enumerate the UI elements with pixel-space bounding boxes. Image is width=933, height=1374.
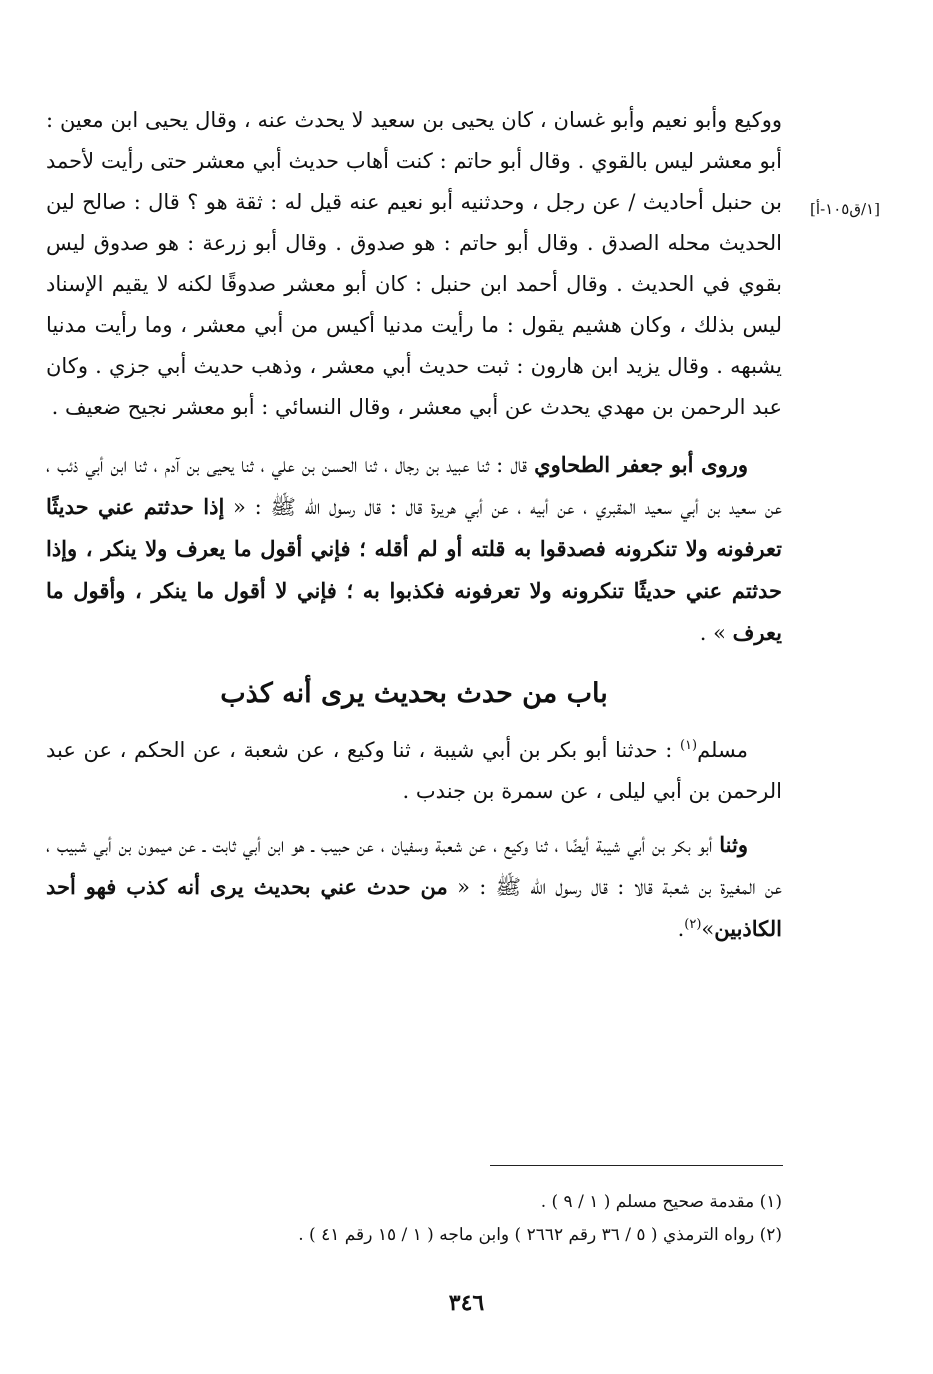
footnotes (100, 1186, 782, 1252)
paragraph-lead-bold: وثنا (719, 832, 748, 857)
page-number: ٣٤٦ (448, 1290, 485, 1316)
main-text (46, 100, 782, 950)
paragraph-lead: مسلم (697, 738, 748, 762)
paragraph-narrators: ووكيع وأبو نعيم وأبو غسان ، كان يحيى بن سعيد لا يحدث عنه ، وقال يحيى ابن معين : أبو معشر ليس بالقوي . وقال أبو حاتم : كنت أهاب حديث أبي معشر حتى رأيت لأحمد بن حنبل أحاديث / عن رجل ، وحدثنيه أبو نعيم عنه قيل له : ثقة هو ؟ قال : صالح لين الحديث محله الصدق . وقال أبو حاتم : هو صدوق . وقال أبو زرعة : هو صدوق ليس بقوي في الحديث . وقال أحمد ابن حنبل : كان أبو معشر صدوقًا لكنه لا يقيم الإسناد ليس بذلك ، وكان هشيم يقول : ما رأيت مدنيا أكيس من أبي معشر ، وما رأيت مدنيا يشبهه . وقال يزيد ابن هارون : ثبت حديث أبي معشر ، وذهب حديث أبي جزي . وكان عبد الرحمن بن مهدي يحدث عن أبي معشر ، وقال النسائي : أبو معشر نجيح ضعيف . (46, 108, 782, 419)
footnote-2: (٢) رواه الترمذي ( ٥ / ٣٦ رقم ٢٦٦٢ ) وابن ماجه ( ١ / ١٥ رقم ٤١ ) . (298, 1225, 782, 1245)
quote-close: » (701, 917, 715, 941)
quote-close: » . (699, 621, 733, 645)
footnote-1: (١) مقدمة صحيح مسلم ( ١ / ٩ ) . (540, 1192, 782, 1212)
manuscript-folio-note: [١/ق١٠٥-أ] (810, 200, 880, 218)
sentence-end: . (677, 917, 685, 941)
isnad-text: قال : ثنا عبيد بن رجال ، ثنا الحسن بن علي ، ثنا يحيى بن آدم ، ثنا ابن أبي ذئب ، عن سعيد بن أبي سعيد المقبري ، عن أبيه ، عن أبي هريرة قال : قال رسول الله ﷺ : « (46, 453, 782, 519)
footnote-separator (490, 1165, 783, 1166)
isnad-text: أبو بكر بن أبي شيبة أيضًا ، ثنا وكيع ، عن شعبة وسفيان ، عن حبيب ـ هو ابن أبي ثابت ـ عن ميمون بن أبي شبيب ، عن المغيرة بن شعبة قالا : قال رسول الله ﷺ : « (46, 833, 782, 899)
chapter-title: باب من حدث بحديث يرى أنه كذب (220, 678, 608, 709)
paragraph-lead-bold: وروى أبو جعفر الطحاوي (534, 452, 748, 477)
isnad-text: : حدثنا أبو بكر بن أبي شيبة ، ثنا وكيع ، عن شعبة ، عن الحكم ، عن عبد الرحمن بن أبي ليلى ، عن سمرة بن جندب . (46, 738, 782, 803)
footnote-marker-1[interactable]: (١) (679, 738, 698, 753)
paragraph-second-isnad (46, 824, 782, 950)
footnote-marker-2[interactable]: (٢) (684, 917, 702, 932)
hadith-text: من حدث عني بحديث يرى أنه كذب فهو أحد الكاذبين (46, 874, 782, 941)
paragraph-muslim (46, 730, 782, 812)
hadith-text: إذا حدثتم عني حديثًا تعرفونه ولا تنكرونه فصدقوا به قلته أو لم أقله ؛ فإني أقول ما يعرف ولا ينكر ، وإذا حدثتم عني حديثًا تنكرونه ولا تعرفونه فكذبوا به ؛ فإني لا أقول ما ينكر ، وأقول ما يعرف (46, 494, 782, 645)
paragraph-tahawi-hadith (46, 444, 782, 654)
